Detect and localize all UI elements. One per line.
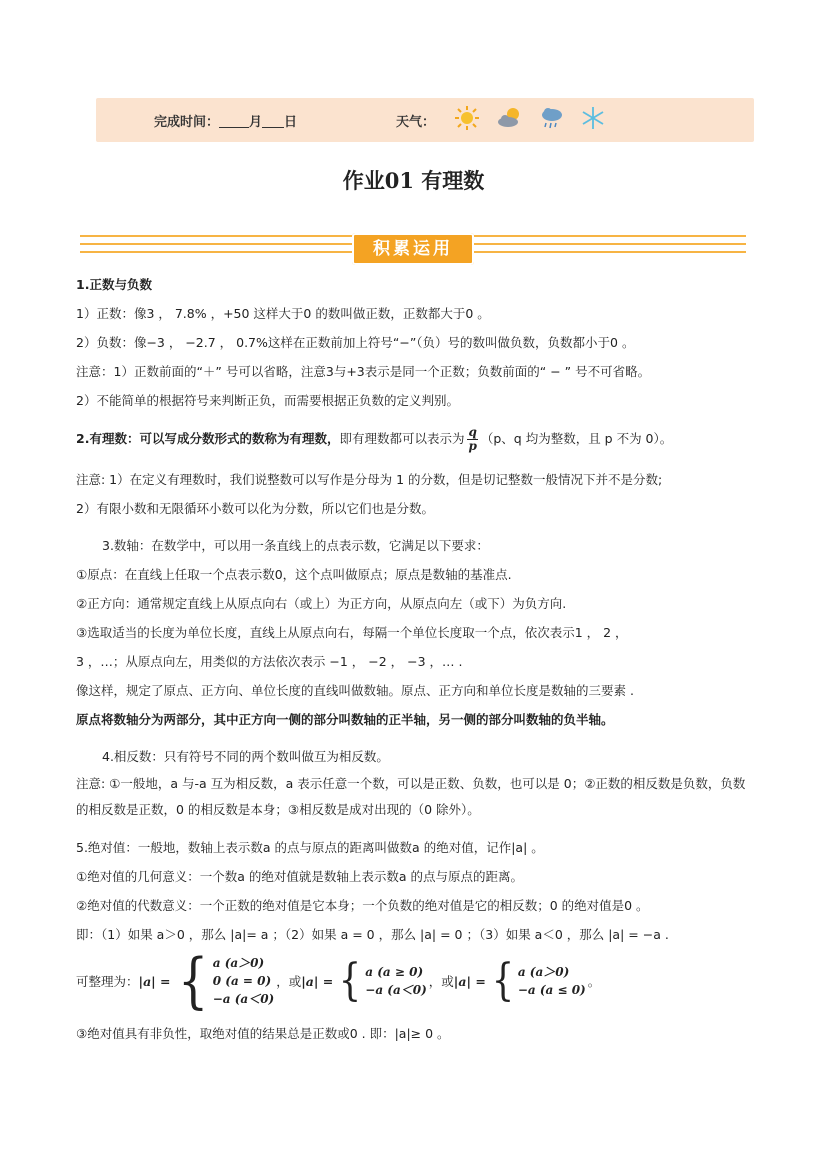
day-label: 日	[284, 115, 298, 130]
s3-line2: ②正方向：通常规定直线上从原点向右（或上）为正方向，从原点向左（或下）为负方向.	[76, 596, 567, 611]
s5-line3: 即：（1）如果 a＞0 ，那么 |a|= a ；（2）如果 a = 0 ，那么 |a| = 0 ；（3）如果 a＜0 ，那么 |a| = −a .	[76, 927, 669, 942]
s1-line1: 1）正数：像3 ， 7.8% ，+50 这样大于0 的数叫做正数，正数都大于0 。	[76, 306, 490, 321]
s4-note: 注意: ①一般地，a 与-a 互为相反数，a 表示任意一个数，可以是正数、负数，也可以是 0；②正数的相反数是负数，负数的相反数是正数，0 的相反数是本身；③相反数是成对出现的（0 除外）。	[76, 776, 746, 817]
s2-line3: 2）有限小数和无限循环小数可以化为分数，所以它们也是分数。	[76, 501, 434, 516]
s3-line3: ③选取适当的长度为单位长度，直线上从原点向右，每隔一个单位长度取一个点，依次表示1 ， 2 ，	[76, 625, 628, 640]
frac-denominator: p	[468, 439, 477, 453]
section-tag: 积累运用	[352, 233, 474, 265]
s1-heading: 1.正数与负数	[76, 277, 152, 292]
s3-line6: 原点将数轴分为两部分，其中正方向一侧的部分叫数轴的正半轴，另一侧的部分叫数轴的负半轴。	[76, 712, 614, 727]
brace-icon: {	[491, 955, 515, 1006]
time-label: 完成时间：	[154, 115, 220, 130]
case-3b: −a (a ≤ 0)	[517, 983, 586, 997]
s5-line2: ②绝对值的代数意义：一个正数的绝对值是它本身；一个负数的绝对值是它的相反数；0 的绝对值是0 。	[76, 898, 649, 913]
formula-prefix: 可整理为：	[76, 973, 139, 989]
s3-heading: 3.数轴：在数学中，可以用一条直线上的点表示数，它满足以下要求：	[102, 538, 489, 553]
case-1a: a (a＞0)	[212, 956, 265, 970]
brace-icon: {	[177, 946, 208, 1016]
partly-cloudy-icon[interactable]	[496, 104, 524, 132]
abs-symbol: |a| =	[138, 973, 171, 989]
page-title: 作业01 有理数	[342, 168, 485, 193]
formula-end: 。	[587, 973, 601, 989]
case-3a: a (a＞0)	[517, 965, 570, 979]
snow-icon[interactable]	[579, 104, 607, 132]
or-text-1: ，或	[276, 973, 302, 989]
s5-heading: 5.绝对值：一般地，数轴上表示数a 的点与原点的距离叫做数a 的绝对值，记作|a| 。	[76, 840, 544, 855]
weather-label: 天气：	[396, 115, 436, 130]
s2-line1a: 2.有理数：可以写成分数形式的数称为有理数，	[76, 431, 340, 446]
s3-line1: ①原点：在直线上任取一个点表示数0，这个点叫做原点；原点是数轴的基准点.	[76, 567, 512, 582]
month-label: 月	[249, 115, 263, 130]
content	[76, 270, 756, 1048]
sun-icon[interactable]	[453, 104, 481, 132]
abs-symbol: |a| =	[453, 973, 486, 989]
s1-line4: 2）不能简单的根据符号来判断正负，而需要根据正负数的定义判别。	[76, 393, 459, 408]
month-blank[interactable]	[219, 115, 249, 128]
s2-line1c: （p、q 均为整数，且 p 不为 0）。	[480, 431, 673, 446]
piecewise-3	[488, 955, 586, 1006]
piecewise-1	[173, 946, 275, 1016]
frac-numerator: q	[468, 425, 477, 439]
s4-heading: 4.相反数：只有符号不同的两个数叫做互为相反数。	[102, 749, 389, 764]
s5-line4: ③绝对值具有非负性，取绝对值的结果总是正数或0 . 即：|a|≥ 0 。	[76, 1026, 450, 1041]
s1-line2: 2）负数：像−3 ， −2.7 ， 0.7%这样在正数前加上符号“−”（负）号的数叫做负数，负数都小于0 。	[76, 335, 635, 350]
rain-icon[interactable]	[538, 104, 566, 132]
case-2a: a (a ≥ 0)	[365, 965, 424, 979]
or-text-2: ，或	[428, 973, 454, 989]
abs-formula	[76, 946, 756, 1016]
s1-line3: 注意：1）正数前面的“＋” 号可以省略，注意3与+3表示是同一个正数；负数前面的“ − ” 号不可省略。	[76, 364, 651, 379]
header-bar	[96, 98, 754, 142]
brace-icon: {	[339, 955, 362, 1006]
case-2b: −a (a＜0)	[365, 983, 427, 997]
day-blank[interactable]	[262, 115, 284, 128]
s3-line5: 像这样，规定了原点、正方向、单位长度的直线叫做数轴。原点、正方向和单位长度是数轴的三要素 .	[76, 683, 634, 698]
s5-line1: ①绝对值的几何意义：一个数a 的绝对值就是数轴上表示数a 的点与原点的距离。	[76, 869, 523, 884]
completion-time	[154, 111, 297, 130]
abs-symbol: |a| =	[301, 973, 334, 989]
piecewise-2	[335, 955, 427, 1006]
case-1b: 0 (a = 0)	[212, 974, 272, 988]
case-1c: −a (a＜0)	[212, 992, 275, 1006]
s2-line1	[76, 421, 756, 457]
s2-line2: 注意: 1）在定义有理数时，我们说整数可以写作是分母为 1 的分数，但是切记整数一般情况下并不是分数;	[76, 472, 663, 487]
s3-line4: 3 ，…；从原点向左，用类似的方法依次表示 −1 ， −2 ， −3 ，… .	[76, 654, 463, 669]
fraction-q-over-p	[467, 426, 477, 453]
s2-line1b: 即有理数都可以表示为	[339, 431, 465, 446]
